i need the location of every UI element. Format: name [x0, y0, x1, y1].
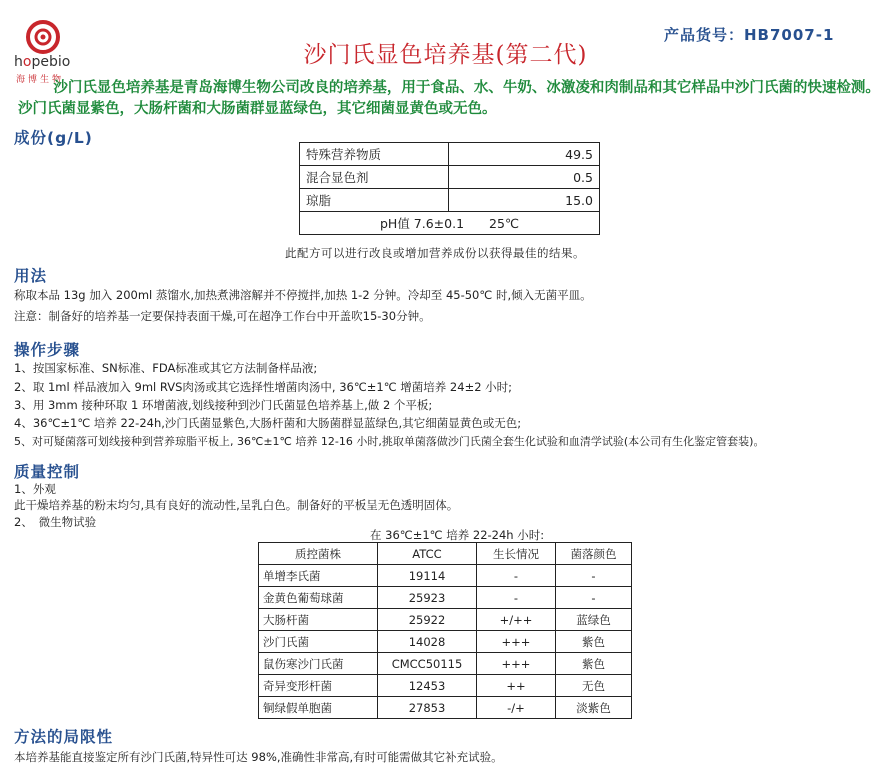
strain-name: 大肠杆菌 [259, 609, 378, 631]
intro-paragraph: 沙门氏显色培养基是青岛海博生物公司改良的培养基，用于食品、水、牛奶、冰激凌和肉制品和其它样品中沙门氏菌的快速检测。沙门氏菌显紫色，大肠杆菌和大肠菌群显蓝绿色，其它细菌显黄色或无色。 [18, 80, 880, 117]
limitation-text: 本培养基能直接鉴定所有沙门氏菌,特异性可达 98%,准确性非常高,有时可能需做其它补充试验。 [14, 750, 503, 764]
table-row [259, 565, 632, 587]
column-header: ATCC [378, 543, 477, 565]
logo-chinese-name: 海博生物 [16, 75, 65, 85]
qc-appearance-subheading: 1、外观 [14, 482, 56, 496]
ingredient-name: 琼脂 [300, 189, 449, 212]
column-header: 质控菌株 [259, 543, 378, 565]
growth: - [477, 587, 556, 609]
ingredient-name: 特殊营养物质 [300, 143, 449, 166]
qc-table-caption: 在 36℃±1℃ 培养 22-24h 小时: [370, 528, 545, 542]
table-row [300, 212, 600, 235]
growth: +++ [477, 653, 556, 675]
atcc-number: 25923 [378, 587, 477, 609]
formula-note: 此配方可以进行改良或增加营养成份以获得最佳的结果。 [285, 246, 585, 260]
strain-name: 单增李氏菌 [259, 565, 378, 587]
procedure-step-4: 4、36℃±1℃ 培养 22-24h,沙门氏菌显紫色,大肠杆菌和大肠菌群显蓝绿色,其它细菌显黄色或无色; [14, 416, 522, 430]
ingredient-value: 49.5 [449, 143, 600, 166]
table-row [300, 143, 600, 166]
document-title: 沙门氏显色培养基(第二代) [303, 42, 588, 68]
procedure-step-5: 5、对可疑菌落可划线接种到营养琼脂平板上, 36℃±1℃ 培养 12-16 小时,挑取单菌落做沙门氏菌全套生化试验和血清学试验(本公司有生化鉴定管套装)。 [14, 435, 765, 448]
ph-value: pH值 7.6±0.1 25℃ [300, 212, 600, 235]
strain-name: 鼠伤寒沙门氏菌 [259, 653, 378, 675]
colony-color: 无色 [556, 675, 632, 697]
usage-line-2: 注意：制备好的培养基一定要保持表面干燥,可在超净工作台中开盖吹15-30分钟。 [14, 309, 431, 323]
table-row [259, 587, 632, 609]
ingredient-value: 0.5 [449, 166, 600, 189]
column-header: 生长情况 [477, 543, 556, 565]
qc-micro-subheading: 2、 微生物试验 [14, 515, 97, 529]
atcc-number: 27853 [378, 697, 477, 719]
product-number: 产品货号：HB7007-1 [664, 26, 835, 44]
atcc-number: 25922 [378, 609, 477, 631]
ingredient-name: 混合显色剂 [300, 166, 449, 189]
colony-color: 淡紫色 [556, 697, 632, 719]
ingredient-value: 15.0 [449, 189, 600, 212]
strain-name: 金黄色葡萄球菌 [259, 587, 378, 609]
atcc-number: 12453 [378, 675, 477, 697]
limitation-heading: 方法的局限性 [14, 728, 114, 746]
qc-table [258, 542, 632, 719]
colony-color: 紫色 [556, 631, 632, 653]
growth: ++ [477, 675, 556, 697]
colony-color: 蓝绿色 [556, 609, 632, 631]
atcc-number: 14028 [378, 631, 477, 653]
logo-wordmark: hopebio [14, 54, 71, 70]
usage-line-1: 称取本品 13g 加入 200ml 蒸馏水,加热煮沸溶解并不停搅拌,加热 1-2 分钟。冷却至 45-50℃ 时,倾入无菌平皿。 [14, 288, 592, 302]
growth: +/++ [477, 609, 556, 631]
table-row [259, 609, 632, 631]
strain-name: 铜绿假单胞菌 [259, 697, 378, 719]
procedure-step-3: 3、用 3mm 接种环取 1 环增菌液,划线接种到沙门氏菌显色培养基上,做 2 个平板; [14, 398, 433, 412]
qc-appearance-text: 此干燥培养基的粉末均匀,具有良好的流动性,呈乳白色。制备好的平板呈无色透明固体。 [14, 498, 459, 512]
colony-color: - [556, 565, 632, 587]
table-row [300, 166, 600, 189]
table-row [259, 675, 632, 697]
strain-name: 奇异变形杆菌 [259, 675, 378, 697]
growth: - [477, 565, 556, 587]
table-row [259, 697, 632, 719]
usage-heading: 用法 [14, 267, 48, 285]
table-row [259, 653, 632, 675]
composition-heading: 成份(g/L) [14, 129, 93, 147]
growth: +++ [477, 631, 556, 653]
colony-color: 紫色 [556, 653, 632, 675]
procedure-step-1: 1、按国家标准、SN标准、FDA标准或其它方法制备样品液; [14, 361, 318, 375]
growth: -/+ [477, 697, 556, 719]
colony-color: - [556, 587, 632, 609]
procedure-heading: 操作步骤 [14, 341, 81, 359]
composition-table [299, 142, 600, 235]
table-row [259, 631, 632, 653]
strain-name: 沙门氏菌 [259, 631, 378, 653]
table-header-row [259, 543, 632, 565]
qc-heading: 质量控制 [14, 463, 81, 481]
column-header: 菌落颜色 [556, 543, 632, 565]
atcc-number: 19114 [378, 565, 477, 587]
atcc-number: CMCC50115 [378, 653, 477, 675]
table-row [300, 189, 600, 212]
procedure-step-2: 2、取 1ml 样品液加入 9ml RVS肉汤或其它选择性增菌肉汤中, 36℃±1℃ 增菌培养 24±2 小时; [14, 380, 513, 394]
